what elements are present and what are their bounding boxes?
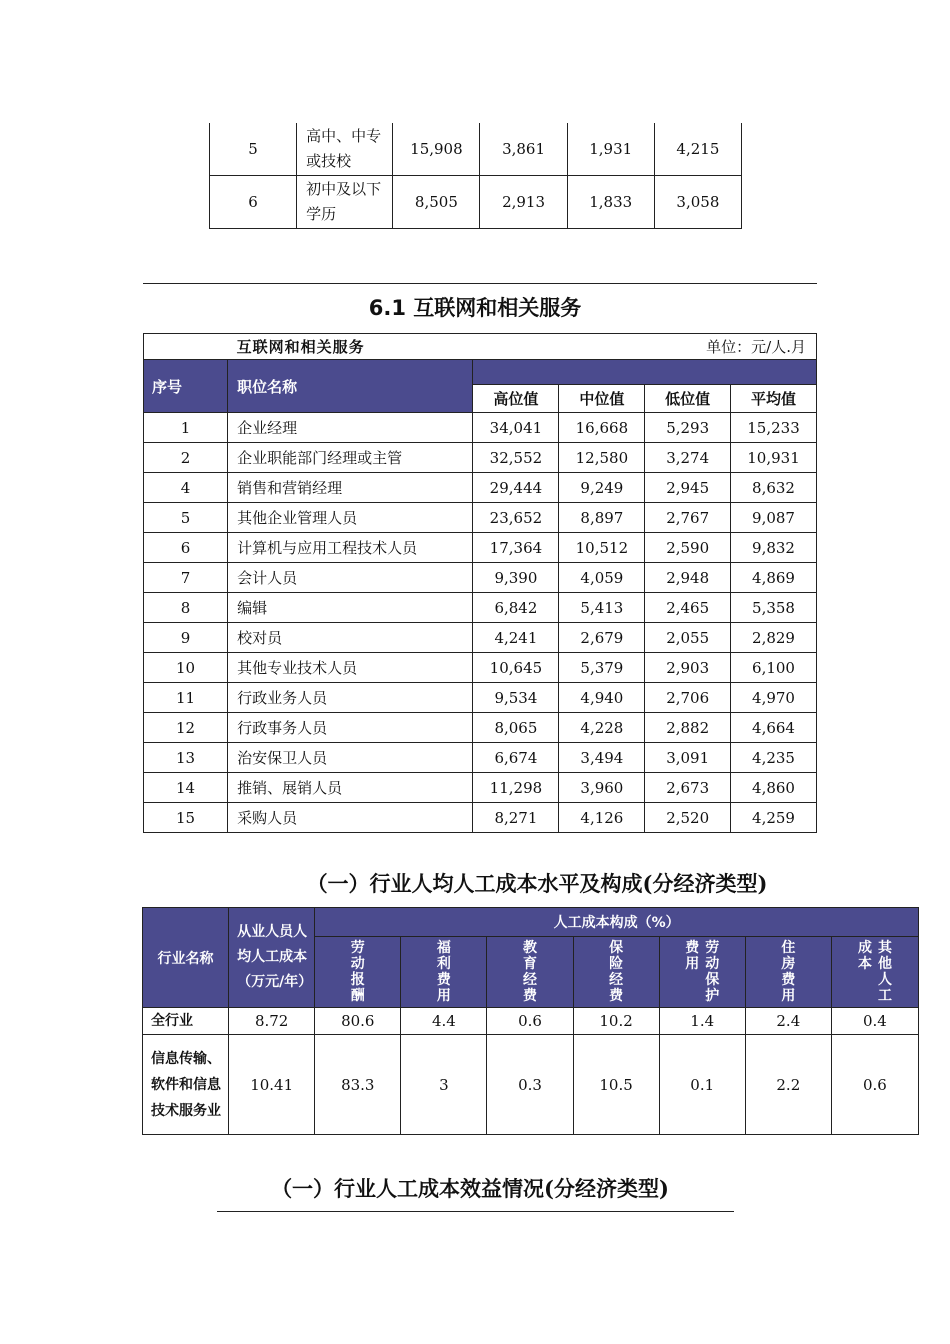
row-value: 8,505 <box>393 176 480 229</box>
row-mid: 5,379 <box>559 653 645 683</box>
row-position: 治安保卫人员 <box>228 743 473 773</box>
row-cost-share: 0.4 <box>831 1008 918 1035</box>
section-divider <box>143 283 817 284</box>
header-cost-item-label: 福 利 费 用 <box>436 940 451 1004</box>
row-high: 6,842 <box>473 593 559 623</box>
table-row <box>144 713 817 743</box>
row-high: 34,041 <box>473 413 559 443</box>
row-position: 推销、展销人员 <box>228 773 473 803</box>
table-row <box>143 1035 919 1135</box>
row-mid: 16,668 <box>559 413 645 443</box>
row-position: 校对员 <box>228 623 473 653</box>
row-position: 行政业务人员 <box>228 683 473 713</box>
row-avg: 10,931 <box>731 443 817 473</box>
row-index: 7 <box>144 563 228 593</box>
row-low: 2,903 <box>645 653 731 683</box>
header-cost-item-label: 保 险 经 费 <box>609 940 624 1004</box>
header-industry: 行业名称 <box>143 908 229 1008</box>
row-avg: 2,829 <box>731 623 817 653</box>
row-cost-share: 0.6 <box>487 1008 573 1035</box>
row-avg: 15,233 <box>731 413 817 443</box>
row-mid: 4,940 <box>559 683 645 713</box>
row-position: 其他企业管理人员 <box>228 503 473 533</box>
row-value: 2,913 <box>480 176 567 229</box>
row-cost-share: 83.3 <box>315 1035 401 1135</box>
row-position: 采购人员 <box>228 803 473 833</box>
row-high: 8,271 <box>473 803 559 833</box>
position-salary-table <box>143 333 817 833</box>
table-row <box>144 623 817 653</box>
table-row <box>143 1008 919 1035</box>
row-low: 2,948 <box>645 563 731 593</box>
table-row <box>144 473 817 503</box>
table-row <box>144 563 817 593</box>
row-per-capita: 8.72 <box>229 1008 315 1035</box>
header-cost-item-label: 劳 动 报 酬 <box>350 940 365 1004</box>
row-position: 销售和营销经理 <box>228 473 473 503</box>
row-position: 企业经理 <box>228 413 473 443</box>
row-mid: 9,249 <box>559 473 645 503</box>
row-low: 2,882 <box>645 713 731 743</box>
header-cost-item <box>315 937 401 1008</box>
header-cost-item <box>745 937 831 1008</box>
row-high: 6,674 <box>473 743 559 773</box>
row-avg: 4,860 <box>731 773 817 803</box>
row-cost-share: 10.2 <box>573 1008 659 1035</box>
row-index: 9 <box>144 623 228 653</box>
row-high: 9,534 <box>473 683 559 713</box>
row-value: 1,833 <box>567 176 654 229</box>
education-salary-table <box>209 123 742 229</box>
table-row <box>144 803 817 833</box>
row-cost-share: 0.1 <box>659 1035 745 1135</box>
row-index: 15 <box>144 803 228 833</box>
table-row <box>144 653 817 683</box>
row-high: 10,645 <box>473 653 559 683</box>
row-position: 其他专业技术人员 <box>228 653 473 683</box>
table-row <box>144 413 817 443</box>
row-cost-share: 10.5 <box>573 1035 659 1135</box>
row-mid: 4,228 <box>559 713 645 743</box>
row-name: 高中、中专或技校 <box>297 123 393 176</box>
row-cost-share: 0.3 <box>487 1035 573 1135</box>
row-low: 5,293 <box>645 413 731 443</box>
row-index: 1 <box>144 413 228 443</box>
header-cost-item-label: 教 育 经 费 <box>522 940 537 1004</box>
row-avg: 6,100 <box>731 653 817 683</box>
row-cost-share: 2.4 <box>745 1008 831 1035</box>
row-mid: 2,679 <box>559 623 645 653</box>
row-position: 计算机与应用工程技术人员 <box>228 533 473 563</box>
row-high: 23,652 <box>473 503 559 533</box>
row-low: 2,673 <box>645 773 731 803</box>
row-low: 2,767 <box>645 503 731 533</box>
row-avg: 4,235 <box>731 743 817 773</box>
row-mid: 4,059 <box>559 563 645 593</box>
table-row <box>144 683 817 713</box>
row-low: 2,945 <box>645 473 731 503</box>
table-caption: 互联网和相关服务 <box>228 334 473 360</box>
row-low: 3,274 <box>645 443 731 473</box>
table-row <box>144 533 817 563</box>
row-per-capita: 10.41 <box>229 1035 315 1135</box>
section-title-cost-level: （一）行业人均人工成本水平及构成(分经济类型) <box>306 871 768 896</box>
row-mid: 10,512 <box>559 533 645 563</box>
row-index: 6 <box>144 533 228 563</box>
header-composition: 人工成本构成（%） <box>315 908 919 937</box>
row-cost-share: 80.6 <box>315 1008 401 1035</box>
row-value: 3,861 <box>480 123 567 176</box>
row-index: 13 <box>144 743 228 773</box>
row-cost-share: 4.4 <box>401 1008 487 1035</box>
row-avg: 8,632 <box>731 473 817 503</box>
unit-label: 单位：元/人.月 <box>473 334 817 360</box>
row-position: 编辑 <box>228 593 473 623</box>
header-cost-item-label: 住 房 费 用 <box>781 940 796 1004</box>
row-index: 5 <box>210 123 297 176</box>
header-high: 高位值 <box>473 385 559 413</box>
header-position: 职位名称 <box>228 360 473 413</box>
row-avg: 4,869 <box>731 563 817 593</box>
header-cost-item-part: 成 本 <box>857 940 872 972</box>
row-avg: 9,087 <box>731 503 817 533</box>
header-avg: 平均值 <box>731 385 817 413</box>
row-index: 10 <box>144 653 228 683</box>
row-low: 2,706 <box>645 683 731 713</box>
section-title: 6.1 互联网和相关服务 <box>368 296 582 320</box>
row-index: 5 <box>144 503 228 533</box>
title-underline <box>217 1211 734 1212</box>
row-index: 14 <box>144 773 228 803</box>
row-index: 4 <box>144 473 228 503</box>
table-row <box>210 176 742 229</box>
row-low: 2,590 <box>645 533 731 563</box>
row-index: 8 <box>144 593 228 623</box>
row-mid: 8,897 <box>559 503 645 533</box>
row-avg: 4,970 <box>731 683 817 713</box>
row-avg: 4,259 <box>731 803 817 833</box>
row-position: 会计人员 <box>228 563 473 593</box>
header-mid: 中位值 <box>559 385 645 413</box>
row-cost-share: 0.6 <box>831 1035 918 1135</box>
row-industry: 全行业 <box>143 1008 229 1035</box>
header-cost-item-part: 费 用 <box>685 940 700 972</box>
row-index: 2 <box>144 443 228 473</box>
row-value: 3,058 <box>654 176 741 229</box>
row-index: 12 <box>144 713 228 743</box>
header-per-capita: 从业人员人均人工成本（万元/年） <box>229 908 315 1008</box>
row-cost-share: 3 <box>401 1035 487 1135</box>
row-mid: 3,494 <box>559 743 645 773</box>
header-low: 低位值 <box>645 385 731 413</box>
row-value: 1,931 <box>567 123 654 176</box>
table-row <box>144 443 817 473</box>
row-avg: 4,664 <box>731 713 817 743</box>
header-cost-item <box>401 937 487 1008</box>
header-cost-item <box>831 937 918 1008</box>
header-cost-item <box>487 937 573 1008</box>
row-high: 17,364 <box>473 533 559 563</box>
row-avg: 5,358 <box>731 593 817 623</box>
industry-cost-table <box>142 907 919 1135</box>
row-mid: 5,413 <box>559 593 645 623</box>
row-low: 2,520 <box>645 803 731 833</box>
header-cost-item-part: 其 他 人 工 <box>877 940 892 1004</box>
row-industry: 信息传输、软件和信息技术服务业 <box>143 1035 229 1135</box>
header-cost-item <box>573 937 659 1008</box>
row-low: 3,091 <box>645 743 731 773</box>
table-caption-spacer <box>144 334 228 360</box>
header-cost-item <box>659 937 745 1008</box>
header-cost-item-part: 劳 动 保 护 <box>705 940 720 1004</box>
table-row <box>144 503 817 533</box>
row-index: 11 <box>144 683 228 713</box>
row-high: 29,444 <box>473 473 559 503</box>
row-high: 8,065 <box>473 713 559 743</box>
row-cost-share: 1.4 <box>659 1008 745 1035</box>
row-high: 4,241 <box>473 623 559 653</box>
row-value: 15,908 <box>393 123 480 176</box>
header-index: 序号 <box>144 360 228 413</box>
table-row <box>144 773 817 803</box>
table-row <box>144 743 817 773</box>
row-mid: 4,126 <box>559 803 645 833</box>
row-avg: 9,832 <box>731 533 817 563</box>
table-row <box>210 123 742 176</box>
row-high: 32,552 <box>473 443 559 473</box>
row-mid: 3,960 <box>559 773 645 803</box>
row-value: 4,215 <box>654 123 741 176</box>
row-position: 企业职能部门经理或主管 <box>228 443 473 473</box>
header-band <box>473 360 817 385</box>
row-low: 2,465 <box>645 593 731 623</box>
row-index: 6 <box>210 176 297 229</box>
row-high: 9,390 <box>473 563 559 593</box>
row-name: 初中及以下学历 <box>297 176 393 229</box>
row-low: 2,055 <box>645 623 731 653</box>
row-mid: 12,580 <box>559 443 645 473</box>
row-cost-share: 2.2 <box>745 1035 831 1135</box>
row-position: 行政事务人员 <box>228 713 473 743</box>
row-high: 11,298 <box>473 773 559 803</box>
table-row <box>144 593 817 623</box>
section-title-cost-benefit: （一）行业人工成本效益情况(分经济类型) <box>271 1176 669 1201</box>
